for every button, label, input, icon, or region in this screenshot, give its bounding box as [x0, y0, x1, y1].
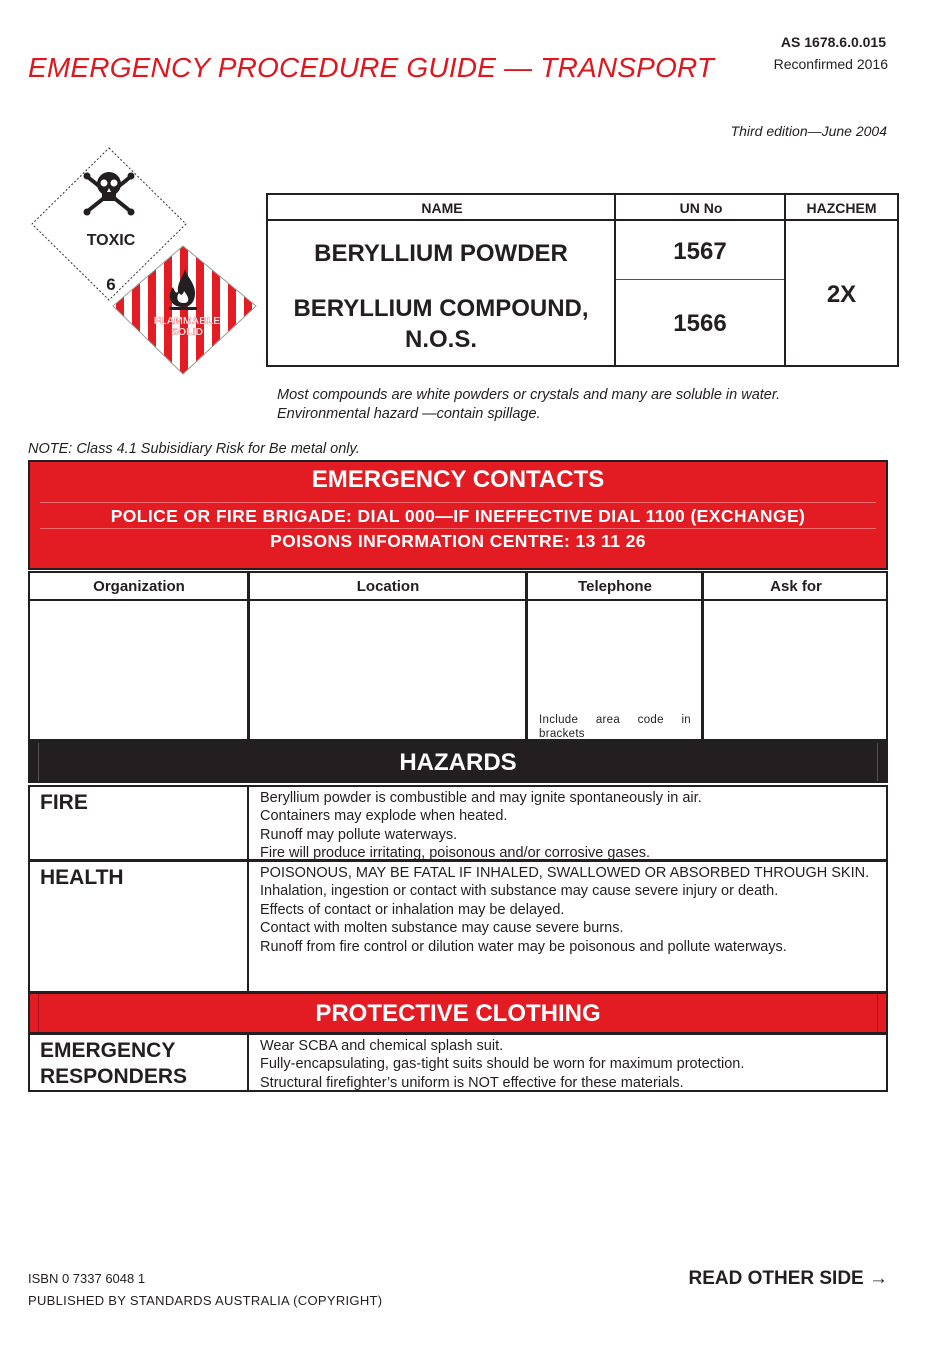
- column-divider: [247, 862, 249, 991]
- health-line: Inhalation, ingestion or contact with substance may cause severe injury or death.: [260, 883, 779, 900]
- fire-label: FIRE: [40, 791, 88, 814]
- substance-name-2-line1: BERYLLIUM COMPOUND,: [293, 295, 589, 322]
- column-divider: [525, 573, 528, 739]
- column-divider: [701, 573, 704, 739]
- un-number-2: 1566: [673, 310, 727, 337]
- isbn: ISBN 0 7337 6048 1: [28, 1271, 146, 1286]
- divider: [40, 502, 876, 503]
- hazards-header: [28, 741, 888, 783]
- subsidiary-risk-note: NOTE: Class 4.1 Subisidiary Risk for Be metal only.: [28, 441, 360, 457]
- divider: [40, 528, 876, 529]
- fire-hazard-text: [260, 789, 876, 863]
- responders-row: [28, 1033, 888, 1092]
- column-divider: [614, 195, 616, 365]
- un-number-1: 1567: [673, 238, 727, 265]
- responders-label-line2: RESPONDERS: [40, 1065, 188, 1088]
- health-label: HEALTH: [40, 866, 124, 889]
- un-no-header: UN No: [616, 195, 786, 221]
- fire-line: Runoff may pollute waterways.: [260, 826, 458, 843]
- page-title: EMERGENCY PROCEDURE GUIDE — TRANSPORT: [28, 52, 715, 83]
- clothing-line: Structural firefighter’s uniform is NOT effective for these materials.: [260, 1074, 684, 1091]
- police-fire-contact: POLICE OR FIRE BRIGADE: DIAL 000—IF INEFFECTIVE DIAL 1100 (EXCHANGE): [110, 506, 806, 526]
- protective-clothing-title: PROTECTIVE CLOTHING: [315, 1000, 601, 1027]
- fire-line: Beryllium powder is combustible and may ignite spontaneously in air.: [260, 790, 702, 806]
- location-header: Location: [356, 578, 420, 595]
- health-hazard-row: [28, 860, 888, 993]
- ask-for-header: Ask for: [770, 578, 822, 595]
- hazchem-code: 2X: [826, 281, 857, 308]
- health-line: Runoff from fire control or dilution water may be poisonous and pollute waterways.: [260, 938, 787, 955]
- responders-label-line1: EMERGENCY: [40, 1039, 176, 1062]
- responders-label: [40, 1038, 187, 1090]
- solid-label: SOLID: [170, 326, 204, 338]
- fire-line: Containers may explode when heated.: [260, 808, 508, 825]
- standard-number: AS 1678.6.0.015: [780, 34, 886, 50]
- hazchem-header: HAZCHEM: [786, 195, 897, 221]
- header-divider: [30, 599, 886, 601]
- column-divider: [784, 195, 786, 365]
- protective-clothing-header: [28, 992, 888, 1034]
- name-header: NAME: [268, 195, 616, 221]
- publisher: PUBLISHED BY STANDARDS AUSTRALIA (COPYRIGHT): [28, 1293, 383, 1308]
- description-line-2: Environmental hazard —contain spillage.: [277, 406, 541, 422]
- toxic-class-number: 6: [106, 275, 116, 294]
- reconfirmed-date: Reconfirmed 2016: [773, 56, 888, 72]
- clothing-line: Wear SCBA and chemical splash suit.: [260, 1038, 504, 1054]
- column-divider: [247, 787, 249, 859]
- poisons-centre-contact: POISONS INFORMATION CENTRE: 13 11 26: [270, 531, 646, 551]
- emergency-contacts-banner: [28, 460, 888, 570]
- substance-description: [277, 386, 780, 424]
- column-divider: [247, 1035, 249, 1090]
- organization-header: Organization: [93, 578, 185, 595]
- substance-name-1: BERYLLIUM POWDER: [314, 240, 568, 267]
- contacts-table: [28, 571, 888, 741]
- row-divider: [616, 279, 784, 280]
- flammable-label: FLAMMABLE: [153, 315, 221, 327]
- read-other-side-link[interactable]: READ OTHER SIDE →: [688, 1268, 888, 1289]
- edition-text: Third edition—June 2004: [730, 123, 887, 139]
- health-line: POISONOUS, MAY BE FATAL IF INHALED, SWALLOWED OR ABSORBED THROUGH SKIN.: [260, 865, 870, 881]
- hazards-title: HAZARDS: [399, 749, 517, 776]
- column-divider: [247, 573, 250, 739]
- description-line-1: Most compounds are white powders or crystals and many are soluble in water.: [277, 387, 781, 403]
- hazard-placards: [28, 146, 268, 378]
- toxic-label: TOXIC: [86, 232, 136, 249]
- substance-name-2-line2: N.O.S.: [404, 326, 477, 353]
- telephone-header: Telephone: [578, 578, 652, 595]
- health-hazard-text: [260, 864, 876, 956]
- fire-line: Fire will produce irritating, poisonous and/or corrosive gases.: [260, 845, 651, 862]
- placard-graphics: [28, 146, 268, 378]
- fire-hazard-row: [28, 785, 888, 861]
- emergency-contacts-title: EMERGENCY CONTACTS: [311, 466, 605, 493]
- protective-clothing-text: [260, 1037, 876, 1092]
- health-line: Contact with molten substance may cause severe burns.: [260, 920, 624, 937]
- clothing-line: Fully-encapsulating, gas-tight suits should be worn for maximum protection.: [260, 1056, 745, 1073]
- telephone-note: Include area code in brackets: [539, 714, 691, 740]
- health-line: Effects of contact or inhalation may be delayed.: [260, 901, 565, 918]
- identification-table: [266, 193, 899, 367]
